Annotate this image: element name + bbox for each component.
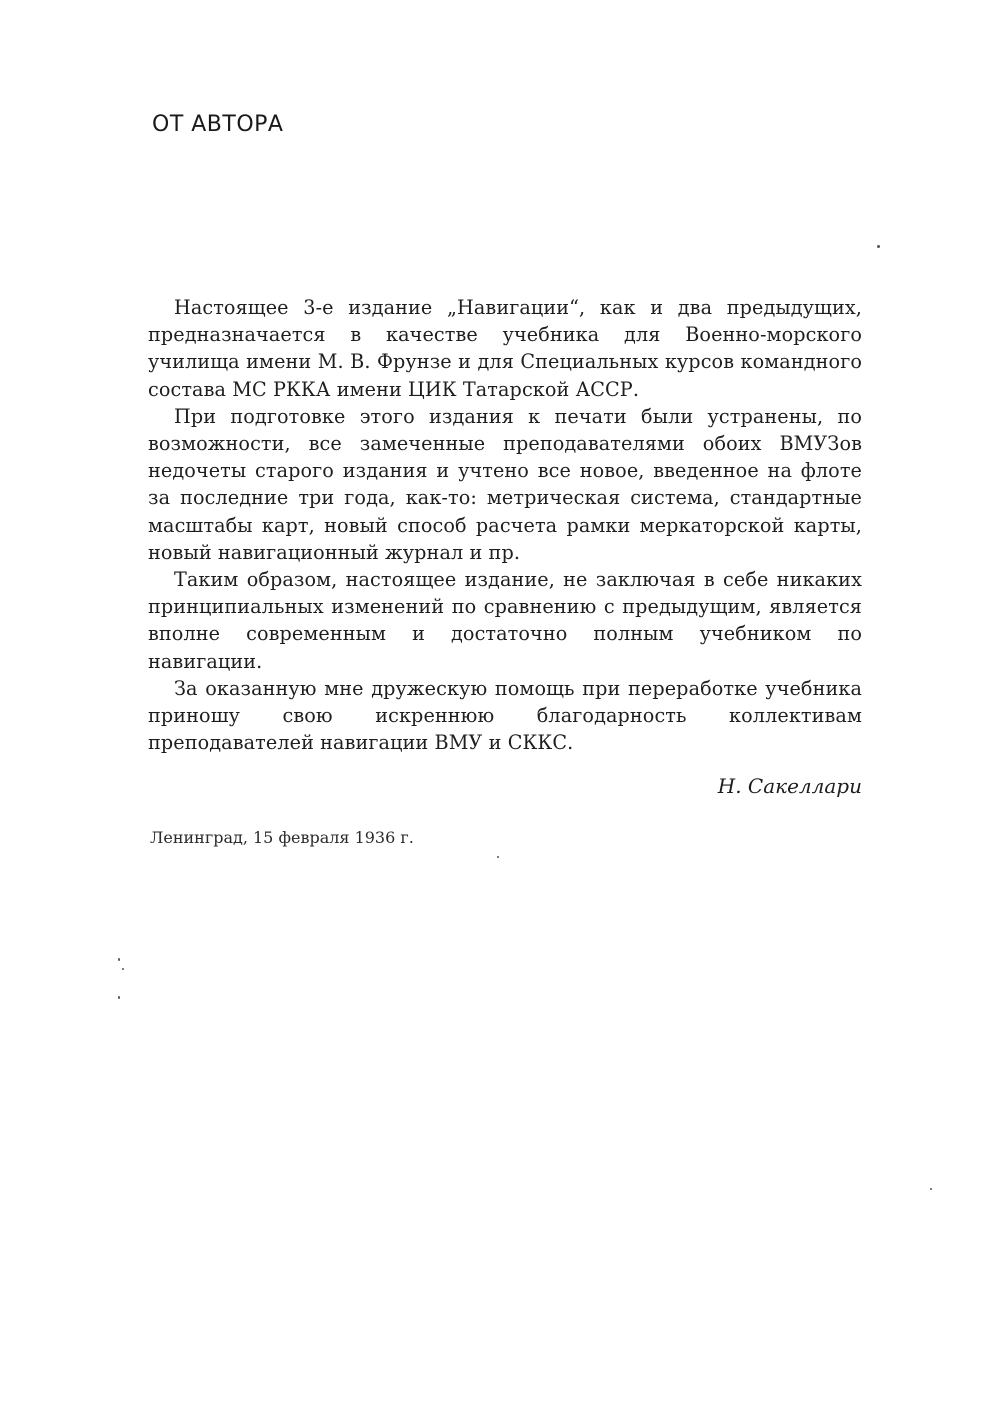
paragraph-2: При подготовке этого издания к печати были устранены, по возможности, все замеченные преподавателями обоих ВМУЗов недочеты старого издания и учтено все новое, введенное на флоте за последние три года, как-то: метрическая система, стандартные масштабы карт, новый способ расчета рамки меркаторской карты, новый навигационный журнал и пр. xyxy=(148,404,862,564)
paragraph-4: За оказанную мне дружескую помощь при переработке учебника приношу свою искреннюю благодарность коллективам преподавателей навигации ВМУ и СККС. xyxy=(148,676,862,755)
scan-speck xyxy=(118,996,120,999)
scan-speck xyxy=(122,968,124,970)
scan-speck xyxy=(118,958,120,961)
scan-speck xyxy=(497,856,499,858)
scan-speck xyxy=(877,245,880,248)
paragraph-1: Настоящее 3-е издание „Навигации“, как и два предыдущих, предназначается в качестве учебника для Военно-морского училища имени М. В. Фрунзе и для Специальных курсов командного состава МС РККА имени ЦИК Татарской АССР. xyxy=(148,296,862,401)
preface-body xyxy=(148,294,862,756)
paragraph-3: Таким образом, настоящее издание, не заключая в себе никаких принципиальных изменений по сравнению с предыдущим, является вполне современным и достаточно полным учебником по навигации. xyxy=(148,568,862,673)
page-title: ОТ АВТОРА xyxy=(152,112,284,137)
scan-speck xyxy=(930,1188,932,1190)
place-and-date: Ленинград, 15 февраля 1936 г. xyxy=(150,828,414,847)
author-signature: Н. Сакеллари xyxy=(717,774,862,798)
